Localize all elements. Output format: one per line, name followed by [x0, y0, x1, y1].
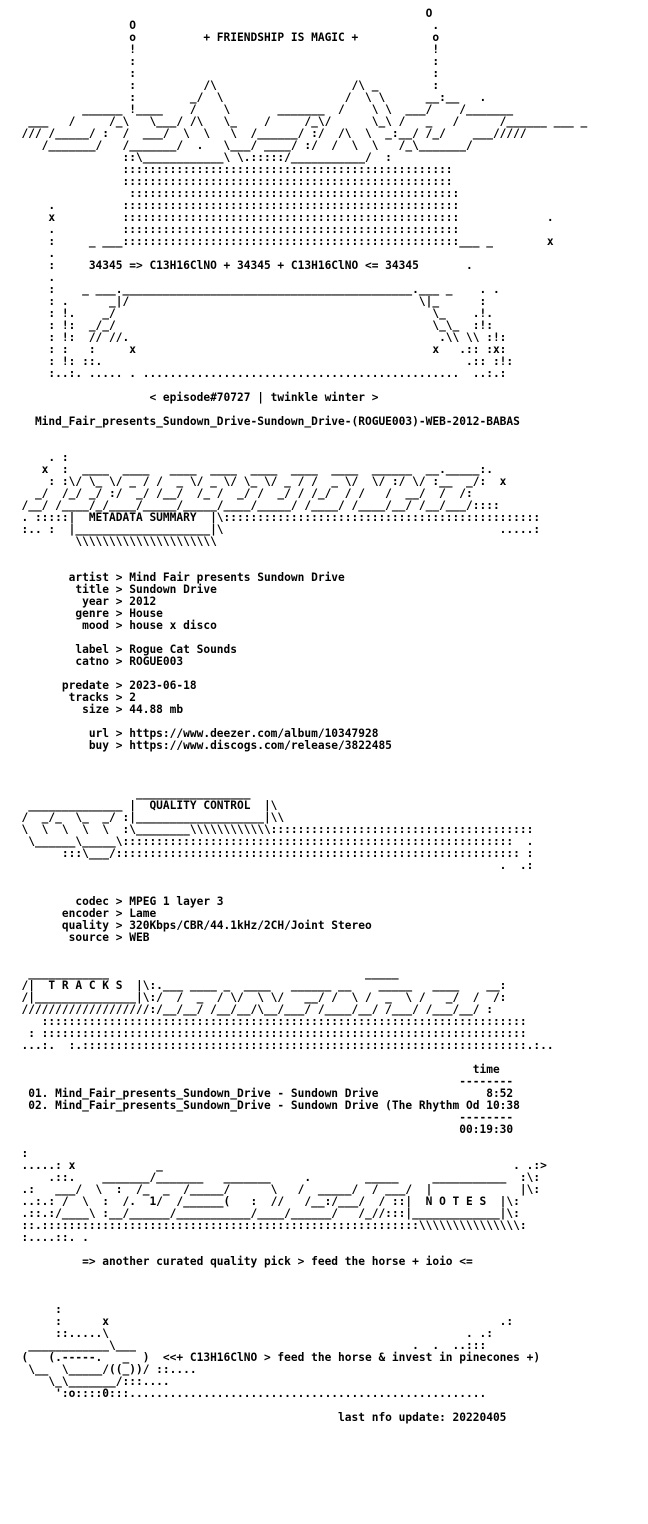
nfo-line: O	[8, 7, 433, 20]
nfo-line: : _ ___::::::::::::::::::::::::::::::::::::::::::::::::::___ _ x	[8, 235, 554, 248]
nfo-line: 02. Mind_Fair_presents_Sundown_Drive - Sundown Drive (The Rhythm Od 10:38	[8, 1099, 520, 1112]
nfo-line: : _/ \ / \ \ __:__ .	[8, 91, 487, 104]
nfo-line: x :::::::::::::::::::::::::::::::::::::::::::::::::: .	[8, 211, 554, 224]
nfo-document	[8, 8, 640, 1424]
nfo-line: : /\ /\ _ :	[8, 79, 440, 92]
nfo-line: : !: _/_/ \_\_ :!:	[8, 319, 493, 332]
nfo-line: tracks > 2	[8, 691, 136, 704]
nfo-line: 01. Mind_Fair_presents_Sundown_Drive - Sundown Drive 8:52	[8, 1087, 514, 1100]
nfo-line	[8, 1280, 640, 1292]
nfo-line: . .:	[8, 859, 534, 872]
nfo-line: : _ ___.___________________________________________.___ _ . .	[8, 283, 500, 296]
nfo-line: .::. _______/_______ _______ . _____ ___________ :\:	[8, 1171, 541, 1184]
nfo-line: url > https://www.deezer.com/album/10347928	[8, 727, 379, 740]
nfo-line: ..:.: / \ : /. 1/ /______( : // /__:/___/ / ::| N O T E S |\:	[8, 1195, 520, 1208]
nfo-line	[8, 1292, 640, 1304]
nfo-line: year > 2012	[8, 595, 157, 608]
nfo-line: codec > MPEG 1 layer 3	[8, 895, 224, 908]
nfo-line: :	[8, 1303, 62, 1316]
nfo-line: title > Sundown Drive	[8, 583, 217, 596]
nfo-line: ___ / /_\ \___/ /\ \_ / /_\/ \_\ / _ / /______ ___ _	[8, 115, 588, 128]
nfo-line: quality > 320Kbps/CBR/44.1kHz/2CH/Joint Stereo	[8, 919, 372, 932]
nfo-line: genre > House	[8, 607, 163, 620]
nfo-line	[8, 764, 640, 776]
nfo-line: --------	[8, 1075, 514, 1088]
nfo-line: catno > ROGUE003	[8, 655, 184, 668]
nfo-line: x : ____ ____ ____ ____ ____ ____ ____ ______ __._____:.	[8, 463, 493, 476]
nfo-line: time	[8, 1063, 500, 1076]
nfo-line: O .	[8, 19, 440, 32]
nfo-line: :..:. ..... . ............................................... ..:.:	[8, 367, 507, 380]
nfo-line: : :\/ \_ \/ _ / / _ \/ _ \/ \_ \/ _ / / _ \/ \/ :/ \/ :__ _/: x	[8, 475, 507, 488]
nfo-line: :	[8, 1147, 29, 1160]
nfo-line: last nfo update: 20220405	[8, 1411, 507, 1424]
nfo-line: . :::::| METADATA SUMMARY |\:::::::::::::::::::::::::::::::::::::::::::::::	[8, 511, 541, 524]
nfo-line: . :	[8, 451, 69, 464]
nfo-line: mood > house x disco	[8, 619, 217, 632]
nfo-line: .::.:/____\ :__/______/___________/____/______/ /_//:::|_____________|\:	[8, 1207, 520, 1220]
nfo-line: . ::::::::::::::::::::::::::::::::::::::::::::::::::	[8, 199, 460, 212]
nfo-line: encoder > Lame	[8, 907, 157, 920]
nfo-line	[8, 440, 640, 452]
nfo-line: 00:19:30	[8, 1123, 514, 1136]
nfo-line: buy > https://www.discogs.com/release/3822485	[8, 739, 392, 752]
nfo-line	[8, 548, 640, 560]
nfo-line: .....: x _ . .:>	[8, 1159, 547, 1172]
nfo-line: ( (.-----. _ ) <<+ C13H16ClNO > feed the horse & invest in pinecones +)	[8, 1351, 541, 1364]
nfo-line	[8, 428, 640, 440]
nfo-line: \_\_______/:::....	[8, 1375, 170, 1388]
nfo-line: ...:. :.::::::::::::::::::::::::::::::::::::::::::::::::::::::::::::::::::.:..	[8, 1039, 554, 1052]
nfo-line: ':o::::0:::.....................................................	[8, 1387, 487, 1400]
nfo-line: / _/_ \_ _/ :|___________________|\\	[8, 811, 285, 824]
nfo-line: _/ /_/ _/ :/ _/ /__/ /_ / _/ / _/ / /_/ / / / __/ / /:	[8, 487, 473, 500]
nfo-line: ::.....\ . .:	[8, 1327, 493, 1340]
nfo-line: /__/ /____/_/____/_____/_____/____/_____/ /____/ /____/__/ /__/___/::::	[8, 499, 500, 512]
nfo-line: ______________ | QUALITY CONTROL |\	[8, 799, 278, 812]
nfo-line: Mind_Fair_presents_Sundown_Drive-Sundown_Drive-(ROGUE003)-WEB-2012-BABAS	[8, 415, 520, 428]
nfo-line: ::.::::::::::::::::::::::::::::::::::::::::::::::::::::::::\\\\\\\\\\\\\\\:	[8, 1219, 527, 1232]
nfo-line: /_______/ /_______/ . \___/ ____/ :/ / \ \ /_\_______/	[8, 139, 473, 152]
nfo-line: :.. : |____________________|\ .....:	[8, 523, 541, 536]
nfo-line: :::\___/:::::::::::::::::::::::::::::::::::::::::::::::::::::::::::: :	[8, 847, 534, 860]
nfo-line: : . _|/ \|_ :	[8, 295, 487, 308]
nfo-line: < episode#70727 | twinkle winter >	[8, 391, 379, 404]
nfo-line: ! !	[8, 43, 440, 56]
nfo-line: label > Rogue Cat Sounds	[8, 643, 238, 656]
nfo-line: :::::::::::::::::::::::::::::::::::::::::::::::::	[8, 175, 453, 188]
nfo-line: ____________ _____	[8, 967, 399, 980]
nfo-line: .: ___/ \ : /_ _ /_____/ \ / _____/ / ___/ | |\:	[8, 1183, 541, 1196]
nfo-line: source > WEB	[8, 931, 150, 944]
nfo-line: => another curated quality pick > feed the horse + ioio <=	[8, 1255, 473, 1268]
nfo-line	[8, 872, 640, 884]
nfo-line: : 34345 => C13H16ClNO + 34345 + C13H16ClNO <= 34345 .	[8, 259, 473, 272]
nfo-line: ____________\___ . . ..:::	[8, 1339, 487, 1352]
nfo-line: :::::::::::::::::::::::::::::::::::::::::::::::::	[8, 187, 460, 200]
nfo-line: :....::. .	[8, 1231, 89, 1244]
nfo-line: : !. _/ \_ .!.	[8, 307, 493, 320]
nfo-line: . ::::::::::::::::::::::::::::::::::::::::::::::::::	[8, 223, 460, 236]
nfo-line: : !: ::. .:: :!:	[8, 355, 514, 368]
nfo-line: /| T R A C K S |\:.___ ____ _ ____ ______ __ _____ ____ __:	[8, 979, 507, 992]
nfo-line	[8, 1136, 640, 1148]
nfo-line: .	[8, 271, 56, 284]
nfo-line: .	[8, 247, 56, 260]
nfo-line	[8, 944, 640, 956]
nfo-line: ::::::::::::::::::::::::::::::::::::::::::::::::::::::::::::::::::::::::	[8, 1015, 527, 1028]
nfo-line: ______ !____ / \ _______ / \ \ ___/ /_______	[8, 103, 514, 116]
nfo-line: ///////////////////:/__/__/ /__/__/\__/___/ /____/__/ /___/ /___/__/ :	[8, 1003, 493, 1016]
nfo-line	[8, 1268, 640, 1280]
nfo-line: \ \ \ \ \ :\________\\\\\\\\\\\\:::::::::::::::::::::::::::::::::::::::	[8, 823, 534, 836]
nfo-line: size > 44.88 mb	[8, 703, 184, 716]
nfo-line: : : : x x .:: :x:	[8, 343, 507, 356]
nfo-line: /|_______________|\:/ / _ / \/ \ \/ __/ / \ / _ \ / _/ / /:	[8, 991, 507, 1004]
nfo-line: :::::::::::::::::::::::::::::::::::::::::::::::::	[8, 163, 453, 176]
nfo-line: o + FRIENDSHIP IS MAGIC + o	[8, 31, 440, 44]
nfo-line: : x .:	[8, 1315, 514, 1328]
nfo-line: ::\____________\ \.:::::/___________/ :	[8, 151, 392, 164]
nfo-line: predate > 2023-06-18	[8, 679, 197, 692]
nfo-line	[8, 752, 640, 764]
nfo-line: artist > Mind Fair presents Sundown Drive	[8, 571, 345, 584]
nfo-line: /// /_____/ : / ___/ \ \ \ /______/ :/ /\ \ _:__/ /_/ ___/////	[8, 127, 527, 140]
nfo-line: _________________	[8, 787, 251, 800]
nfo-line: : :	[8, 55, 440, 68]
nfo-line: : ::::::::::::::::::::::::::::::::::::::::::::::::::::::::::::::::::::::::	[8, 1027, 527, 1040]
nfo-line: : :	[8, 67, 440, 80]
nfo-line: : !: // //. .\\ \\ :!:	[8, 331, 507, 344]
nfo-line: \\\\\\\\\\\\\\\\\\\\\	[8, 535, 217, 548]
nfo-line: --------	[8, 1111, 514, 1124]
nfo-line: \______\_____\:::::::::::::::::::::::::::::::::::::::::::::::::::::::::: .	[8, 835, 534, 848]
nfo-line: \__ \_____/((_))/ ::....	[8, 1363, 197, 1376]
